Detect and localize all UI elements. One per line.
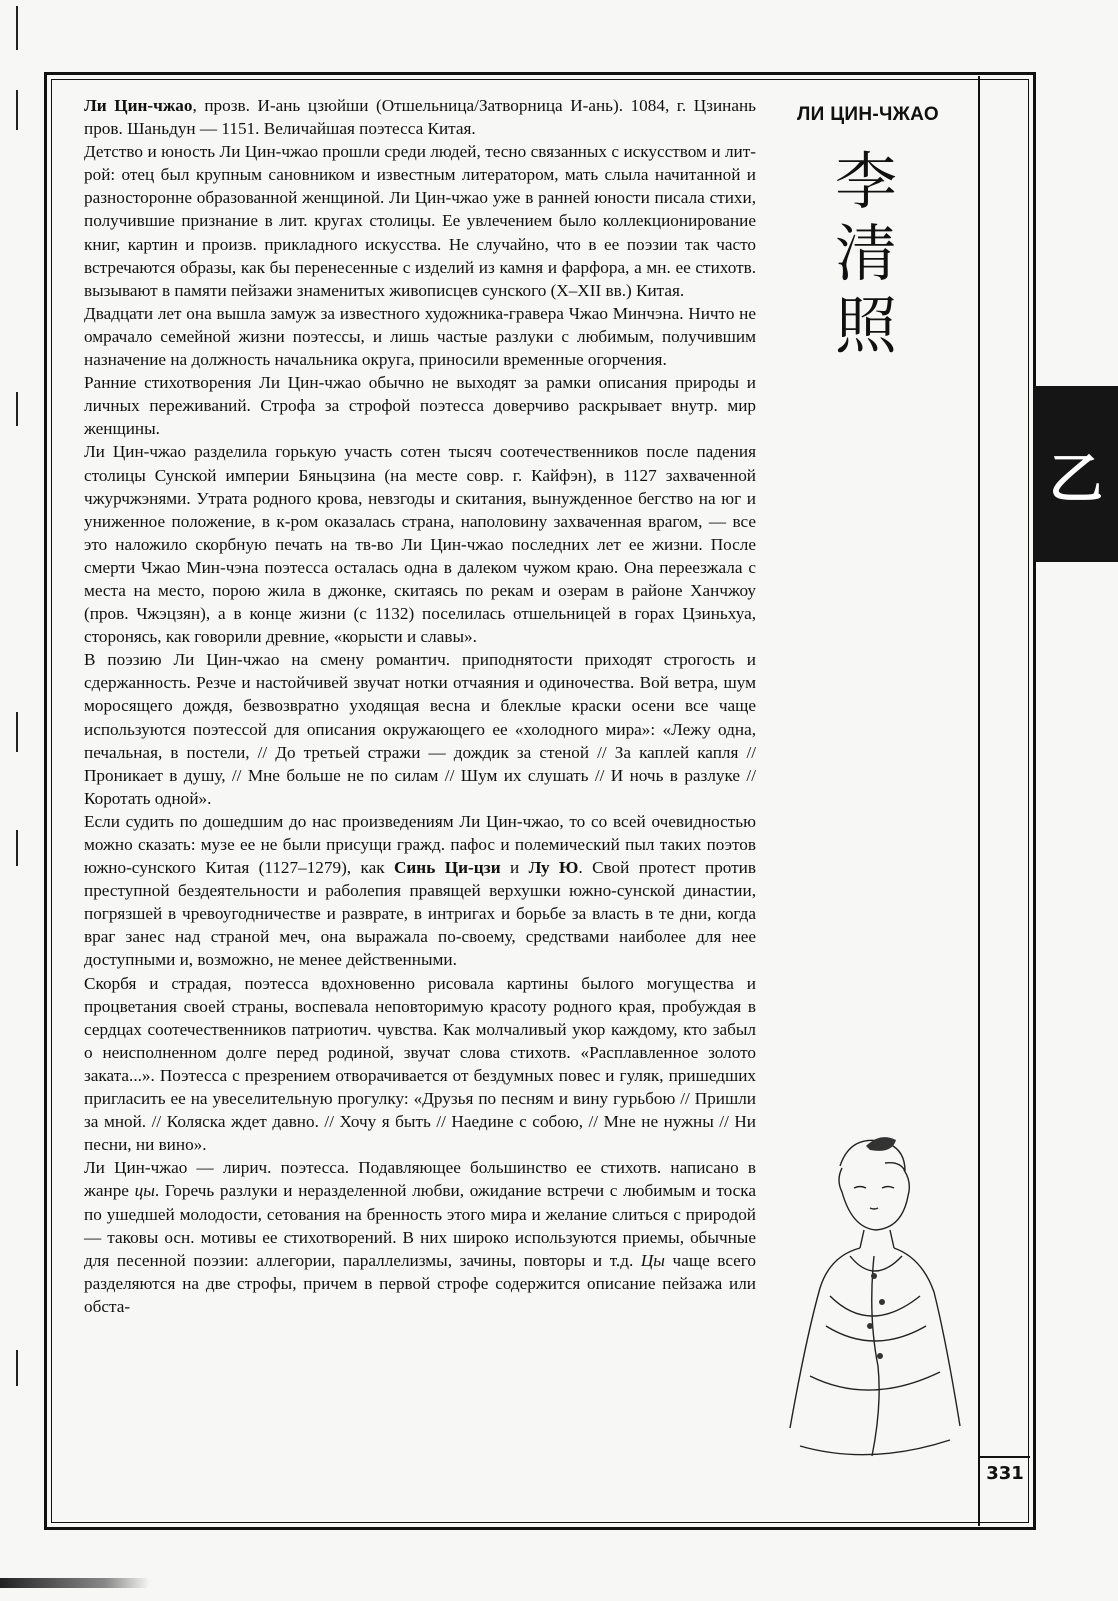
chinese-char: 照: [834, 289, 897, 362]
article-body: [84, 94, 756, 1318]
text-run: Цы: [640, 1250, 665, 1270]
scan-smudge: [0, 1578, 150, 1588]
text-run: Если судить по дошедшим до нас произведениям Ли Цин-чжао, то со всей очевидностью можно сказать: музе ее не были присущи гражд. пафос и полемический пыл таких поэтов южно-сунского Китая (1127–1279), как: [84, 811, 756, 878]
margin-mark: [16, 712, 18, 752]
tab-glyph: 乙: [1049, 446, 1103, 510]
paragraph: [84, 810, 756, 972]
text-run: Ранние стихотворения Ли Цин-чжао обычно не выходят за рамки описания природы и личных переживаний. Строфа за строфой поэтесса доверчиво раскрывает внутр. мир женщины.: [84, 373, 756, 439]
page-number: 331: [980, 1456, 1030, 1490]
text-run: чаще всего разделяются на две строфы, причем в первой строфе содержится описание пейзажа или обста-: [84, 1250, 756, 1316]
text-run: . Свой протест против преступной бездеятельности и раболепия правящей верхушки южно-сунской династии, погрязшей в чревоугодничестве и разврате, в интригах и борьбе за власть в те дни, когда враг занес над страной меч, она выражала по-своему, средствами наиболее для нее доступными и, возможно, не менее действенными.: [84, 858, 756, 970]
paragraph: [84, 648, 756, 810]
text-run: Лу Ю: [528, 858, 579, 878]
paragraph: [84, 440, 756, 648]
chinese-char: 清: [834, 217, 897, 290]
text-run: Ли Цин-чжао разделила горькую участь сотен тысяч соотечественников после падения столицы Сунской империи Бяньцзина (на месте совр. г. Кайфэн), в 1127 захваченной чжурчжэнями. Утрата родного крова, невзгоды и скитания, вынужденное бегство на юг и униженное положение, в к-ром оказалась страна, наполовину захваченная врагом, — все это наложило скорбную печать на тв-во Ли Цин-чжао последних лет ее жизни. После смерти Чжао Мин-чэна поэтесса осталась одна в далеком чужом краю. Она переезжала с места на место, порою жила в джонке, скитаясь по рекам и озерам в районе Ханчжоу (пров. Чжэцзян), а в конце жизни (с 1132) поселилась отшельницей в горах Цзиньхуа, сторонясь, как говорили древние, «корысти и славы».: [84, 442, 756, 647]
paragraph: [84, 371, 756, 440]
text-run: Синь Ци-цзи: [393, 858, 501, 878]
paragraph: [84, 1156, 756, 1318]
chinese-char: 李: [834, 145, 897, 218]
margin-mark: [16, 830, 18, 866]
portrait-illustration: [770, 1126, 976, 1476]
paragraph: [84, 94, 756, 140]
text-run: Детство и юность Ли Цин-чжао прошли среди людей, тесно связанных с искусством и лит-рой: отец был крупным сановником и известным литератором, мать слыла начитанной и разносторонне образованной женщиной. Ли Цин-чжао уже в ранней юности писала стихи, получившие признание в лит. кругах столицы. Ее увлечением было коллекционирование книг, картин и произв. прикладного искусства. Не случайно, что в ее поэзии так часто встречаются образы, как бы перенесенные с изделий из камня и фарфора, а мн. ее стихотв. вызывают в памяти пейзажи знаменитых живописцев сунского (X–XII вв.) Китая.: [84, 142, 756, 300]
paragraph: [84, 302, 756, 371]
section-tab: [1034, 386, 1118, 562]
text-run: Скорбя и страдая, поэтесса вдохновенно рисовала картины былого могущества и процветания своей страны, воспевала неповторимую красоту родного края, пробуждая в сердцах соотечественников патриотич. чувства. Как молчаливый укор каждому, кто забыл о неисполненном долге перед родиной, звучат слова стихотв. «Расплавленное золото заката...». Поэтесса с презрением отворачивается от бездумных повес и гуляк, пришедших пригласить ее на увеселительную прогулку: «Друзья по песням и вину гурьбою // Пришли за мной. // Коляска ждет давно. // Хочу я быть // Наедине с собою, // Мне не нужны // Ни песни, ни вино».: [84, 973, 756, 1155]
margin-mark: [16, 90, 18, 130]
column-rule: [978, 76, 980, 1526]
margin-mark: [16, 392, 18, 426]
paragraph: [84, 972, 756, 1157]
margin-mark: [16, 1350, 18, 1386]
paragraph: [84, 140, 756, 302]
text-run: , прозв. И-ань цзюйши (Отшельница/Затворница И-ань). 1084, г. Цзинань пров. Шаньдун — 1151. Величайшая поэтесса Китая.: [84, 96, 756, 139]
text-run: Ли Цин-чжао: [84, 96, 193, 115]
text-run: и: [500, 858, 529, 878]
text-run: Ли Цин-чжао — лирич. поэтесса. Подавляющее большинство ее стихотв. написано в жанре: [84, 1158, 756, 1201]
text-run: цы: [134, 1181, 155, 1201]
article-heading: ЛИ ЦИН-ЧЖАО: [797, 104, 939, 125]
chinese-name: [820, 146, 912, 362]
text-run: В поэзию Ли Цин-чжао на смену романтич. приподнятости приходят строгость и сдержанность. Резче и настойчивей звучат нотки отчаяния и одиночества. Вой ветра, шум моросящего дождя, безвозвратно уходящая весна и блеклые краски осени все чаще используются поэтессой для описания окружающего ее «холодного мира»: «Лежу одна, печальная, в постели, // До третьей стражи — дождик за стеной // За каплей капля // Проникает в душу, // Мне больше не по силам // Шум их слушать // И ночь в разлуке // Коротать одной».: [84, 650, 756, 808]
margin-mark: [16, 6, 18, 50]
text-run: Двадцати лет она вышла замуж за известного художника-гравера Чжао Минчэна. Ничто не омрачало семейной жизни поэтессы, и лишь частые разлуки с любимым, получившим назначение на должность начальника округа, приносили временные огорчения.: [84, 303, 756, 370]
text-run: . Горечь разлуки и неразделенной любви, ожидание встречи с любимым и тоска по ушедшей молодости, сетования на бренность этого мира и желание слиться с природой — таковы осн. мотивы ее стихотворений. В них широко используются приемы, обычные для песенной поэзии: аллегории, параллелизмы, зачины, повторы и т.д.: [84, 1181, 756, 1270]
